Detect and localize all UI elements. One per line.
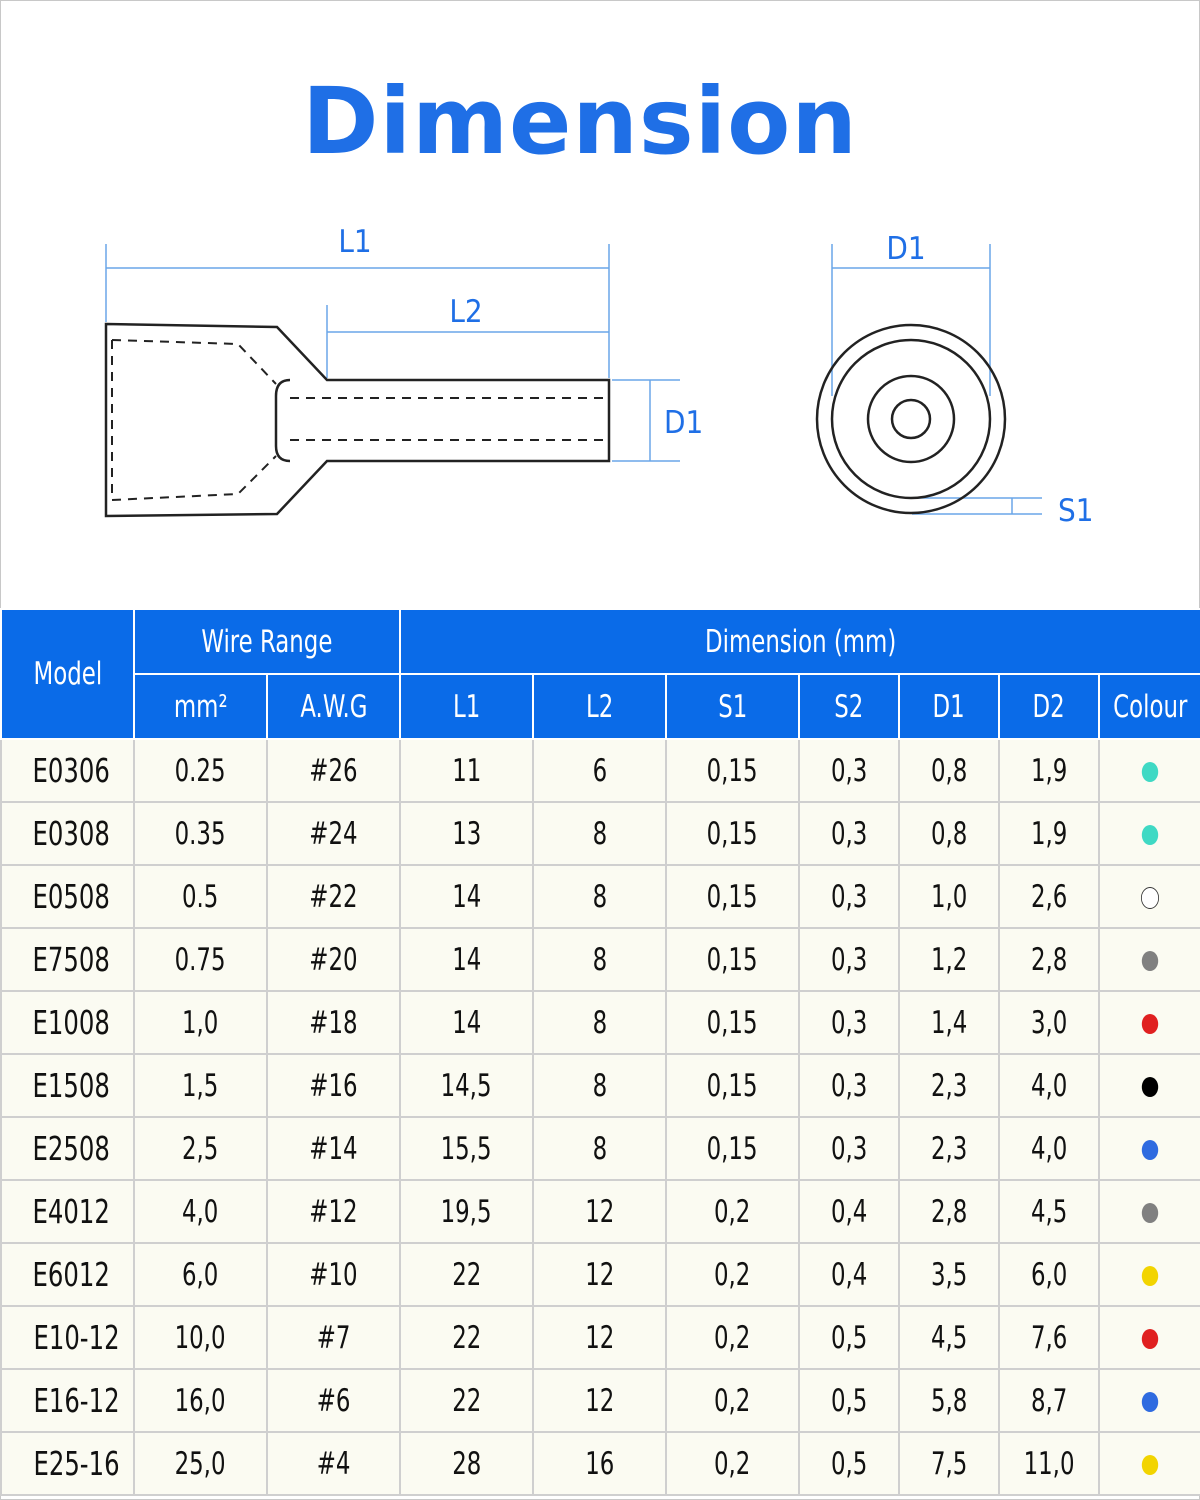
header-d1: D1 <box>899 674 999 739</box>
model-cell: E16-12 <box>1 1369 134 1432</box>
d1-cell: 5,8 <box>899 1369 999 1432</box>
d2-cell: 2,6 <box>999 865 1099 928</box>
s1-label: S1 <box>1058 493 1094 529</box>
mm2-cell: 0.35 <box>134 802 267 865</box>
awg-cell: #16 <box>267 1054 400 1117</box>
d2-cell: 3,0 <box>999 991 1099 1054</box>
l1-cell: 11 <box>400 739 533 802</box>
s1-cell: 0,2 <box>666 1243 799 1306</box>
awg-cell: #12 <box>267 1180 400 1243</box>
d1-cell: 3,5 <box>899 1243 999 1306</box>
s1-cell: 0,2 <box>666 1306 799 1369</box>
mm2-cell: 1,5 <box>134 1054 267 1117</box>
l1-cell: 14 <box>400 865 533 928</box>
header-d2: D2 <box>999 674 1099 739</box>
header-colour: Colour <box>1099 674 1200 739</box>
d1-cell: 2,3 <box>899 1054 999 1117</box>
header-l2: L2 <box>533 674 666 739</box>
colour-dot <box>1142 951 1158 971</box>
l2-cell: 8 <box>533 1054 666 1117</box>
mm2-cell: 2,5 <box>134 1117 267 1180</box>
header-model: Model <box>1 609 134 739</box>
l2-label: L2 <box>449 294 483 330</box>
ferrule-diagram <box>0 0 1200 600</box>
awg-cell: #26 <box>267 739 400 802</box>
mm2-cell: 16,0 <box>134 1369 267 1432</box>
table-row <box>1 1306 1200 1369</box>
table-row <box>1 865 1200 928</box>
l2-cell: 8 <box>533 991 666 1054</box>
table-row <box>1 1369 1200 1432</box>
s1-cell: 0,2 <box>666 1369 799 1432</box>
l2-cell: 8 <box>533 865 666 928</box>
header-s1: S1 <box>666 674 799 739</box>
d1-cell: 2,3 <box>899 1117 999 1180</box>
colour-dot <box>1142 1329 1158 1349</box>
l2-cell: 8 <box>533 928 666 991</box>
model-cell: E25-16 <box>1 1432 134 1495</box>
colour-dot <box>1142 1392 1158 1412</box>
l1-label: L1 <box>338 224 372 260</box>
colour-dot <box>1142 1014 1158 1034</box>
mm2-cell: 0.75 <box>134 928 267 991</box>
l1-cell: 28 <box>400 1432 533 1495</box>
l2-cell: 12 <box>533 1180 666 1243</box>
header-l1: L1 <box>400 674 533 739</box>
d1-cell: 7,5 <box>899 1432 999 1495</box>
side-view-dimensions <box>106 244 680 461</box>
model-cell: E10-12 <box>1 1306 134 1369</box>
s1-cell: 0,15 <box>666 739 799 802</box>
d2-cell: 4,0 <box>999 1054 1099 1117</box>
l1-cell: 14,5 <box>400 1054 533 1117</box>
mm2-cell: 25,0 <box>134 1432 267 1495</box>
header-dimension: Dimension (mm) <box>400 609 1200 674</box>
table-row <box>1 1432 1200 1495</box>
awg-cell: #7 <box>267 1306 400 1369</box>
colour-cell <box>1099 865 1200 928</box>
l1-cell: 13 <box>400 802 533 865</box>
colour-cell <box>1099 802 1200 865</box>
d2-cell: 1,9 <box>999 739 1099 802</box>
l1-cell: 14 <box>400 928 533 991</box>
d1-side-label: D1 <box>664 405 704 441</box>
d1-cell: 1,2 <box>899 928 999 991</box>
colour-cell <box>1099 1306 1200 1369</box>
header-wire-range: Wire Range <box>134 609 400 674</box>
model-cell: E2508 <box>1 1117 134 1180</box>
s2-cell: 0,5 <box>799 1369 899 1432</box>
d1-cell: 1,0 <box>899 865 999 928</box>
model-cell: E0508 <box>1 865 134 928</box>
header-mm2: mm² <box>134 674 267 739</box>
s1-cell: 0,15 <box>666 802 799 865</box>
s1-cell: 0,2 <box>666 1432 799 1495</box>
s1-cell: 0,15 <box>666 991 799 1054</box>
colour-dot <box>1142 1077 1158 1097</box>
s2-cell: 0,3 <box>799 1117 899 1180</box>
mm2-cell: 1,0 <box>134 991 267 1054</box>
d2-cell: 2,8 <box>999 928 1099 991</box>
s2-cell: 0,3 <box>799 928 899 991</box>
page-title: Dimension <box>302 68 858 175</box>
table-row <box>1 1180 1200 1243</box>
awg-cell: #22 <box>267 865 400 928</box>
model-cell: E1008 <box>1 991 134 1054</box>
s2-cell: 0,5 <box>799 1306 899 1369</box>
awg-cell: #14 <box>267 1117 400 1180</box>
d1-cell: 2,8 <box>899 1180 999 1243</box>
s2-cell: 0,3 <box>799 739 899 802</box>
d1-cell: 0,8 <box>899 739 999 802</box>
colour-dot <box>1142 825 1158 845</box>
s2-cell: 0,3 <box>799 802 899 865</box>
colour-dot <box>1142 1140 1158 1160</box>
colour-dot <box>1142 1266 1158 1286</box>
d2-cell: 11,0 <box>999 1432 1099 1495</box>
mm2-cell: 4,0 <box>134 1180 267 1243</box>
colour-cell <box>1099 1243 1200 1306</box>
header-s2: S2 <box>799 674 899 739</box>
l2-cell: 16 <box>533 1432 666 1495</box>
model-cell: E0308 <box>1 802 134 865</box>
colour-dot <box>1142 1203 1158 1223</box>
table-row <box>1 1054 1200 1117</box>
colour-cell <box>1099 1180 1200 1243</box>
table-row <box>1 1243 1200 1306</box>
awg-cell: #6 <box>267 1369 400 1432</box>
awg-cell: #20 <box>267 928 400 991</box>
l1-cell: 19,5 <box>400 1180 533 1243</box>
l1-cell: 15,5 <box>400 1117 533 1180</box>
colour-cell <box>1099 991 1200 1054</box>
model-cell: E1508 <box>1 1054 134 1117</box>
colour-cell <box>1099 1054 1200 1117</box>
mm2-cell: 6,0 <box>134 1243 267 1306</box>
l1-cell: 22 <box>400 1243 533 1306</box>
colour-cell <box>1099 1432 1200 1495</box>
colour-dot <box>1142 1455 1158 1475</box>
l2-cell: 8 <box>533 802 666 865</box>
d1-cell: 4,5 <box>899 1306 999 1369</box>
s1-cell: 0,2 <box>666 1180 799 1243</box>
model-cell: E7508 <box>1 928 134 991</box>
l2-cell: 8 <box>533 1117 666 1180</box>
mm2-cell: 0.5 <box>134 865 267 928</box>
dimension-table <box>0 608 1200 1496</box>
d1-top-label: D1 <box>886 231 926 267</box>
model-cell: E0306 <box>1 739 134 802</box>
s2-cell: 0,5 <box>799 1432 899 1495</box>
mm2-cell: 0.25 <box>134 739 267 802</box>
model-cell: E6012 <box>1 1243 134 1306</box>
s2-cell: 0,3 <box>799 865 899 928</box>
d2-cell: 6,0 <box>999 1243 1099 1306</box>
model-cell: E4012 <box>1 1180 134 1243</box>
colour-cell <box>1099 1117 1200 1180</box>
s2-cell: 0,3 <box>799 1054 899 1117</box>
mm2-cell: 10,0 <box>134 1306 267 1369</box>
header-awg: A.W.G <box>267 674 400 739</box>
colour-cell <box>1099 928 1200 991</box>
d2-cell: 1,9 <box>999 802 1099 865</box>
awg-cell: #24 <box>267 802 400 865</box>
table-body <box>1 739 1200 1495</box>
d2-cell: 8,7 <box>999 1369 1099 1432</box>
l1-cell: 22 <box>400 1306 533 1369</box>
l2-cell: 12 <box>533 1243 666 1306</box>
l1-cell: 22 <box>400 1369 533 1432</box>
awg-cell: #4 <box>267 1432 400 1495</box>
colour-dot <box>1142 762 1158 782</box>
s1-cell: 0,15 <box>666 1117 799 1180</box>
d2-cell: 7,6 <box>999 1306 1099 1369</box>
front-view-dimensions <box>832 244 1042 514</box>
ferrule-front-view <box>817 325 1005 513</box>
s2-cell: 0,3 <box>799 991 899 1054</box>
awg-cell: #18 <box>267 991 400 1054</box>
awg-cell: #10 <box>267 1243 400 1306</box>
l2-cell: 6 <box>533 739 666 802</box>
d2-cell: 4,0 <box>999 1117 1099 1180</box>
l2-cell: 12 <box>533 1369 666 1432</box>
s1-cell: 0,15 <box>666 865 799 928</box>
s2-cell: 0,4 <box>799 1180 899 1243</box>
d1-cell: 0,8 <box>899 802 999 865</box>
l2-cell: 12 <box>533 1306 666 1369</box>
ferrule-hidden-lines <box>112 340 605 500</box>
colour-dot <box>1141 887 1159 909</box>
table-row <box>1 991 1200 1054</box>
s1-cell: 0,15 <box>666 1054 799 1117</box>
l1-cell: 14 <box>400 991 533 1054</box>
table-row <box>1 1117 1200 1180</box>
ferrule-side-view <box>106 324 609 516</box>
colour-cell <box>1099 739 1200 802</box>
d2-cell: 4,5 <box>999 1180 1099 1243</box>
d1-cell: 1,4 <box>899 991 999 1054</box>
table-row <box>1 739 1200 802</box>
s1-cell: 0,15 <box>666 928 799 991</box>
colour-cell <box>1099 1369 1200 1432</box>
table-row <box>1 802 1200 865</box>
table-row <box>1 928 1200 991</box>
s2-cell: 0,4 <box>799 1243 899 1306</box>
